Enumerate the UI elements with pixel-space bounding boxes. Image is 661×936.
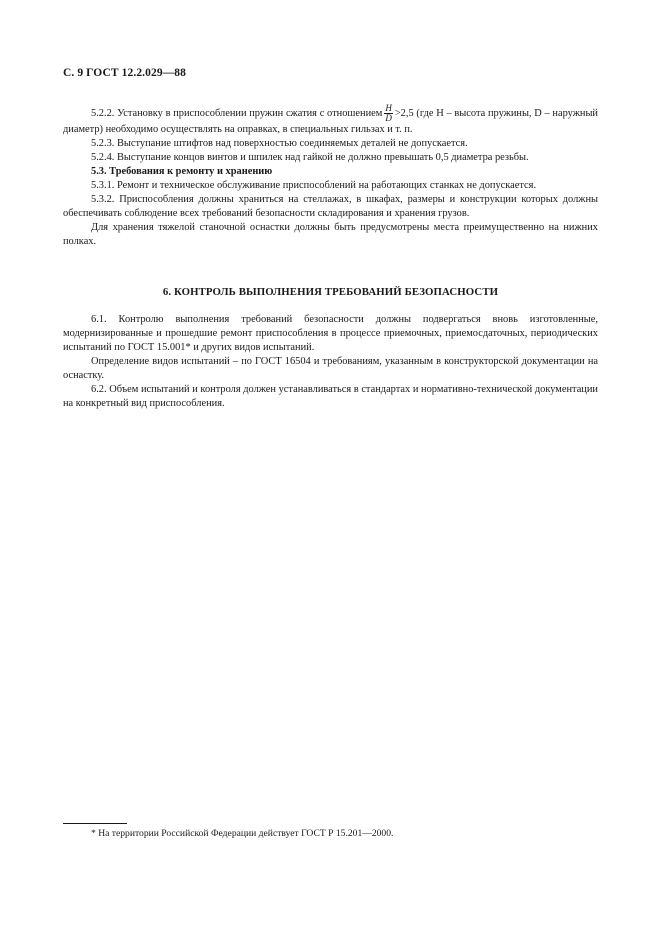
page-header: С. 9 ГОСТ 12.2.029—88 [63, 67, 186, 79]
section-5-text [63, 104, 598, 249]
paragraph-5-3-2-storage: Для хранения тяжелой станочной оснастки должны быть предусмотрены места преимущественно на нижних полках. [63, 222, 598, 247]
paragraph-5-3-1: 5.3.1. Ремонт и техническое обслуживание приспособлений на работающих станках не допускается. [91, 180, 537, 191]
footnote: * На территории Российской Федерации действует ГОСТ Р 15.201—2000. [91, 828, 394, 839]
ratio-fraction [384, 104, 393, 123]
paragraph-5-3-2: 5.3.2. Приспособления должны храниться на стеллажах, в шкафах, размеры и конструкции которых должны обеспечивать соблюдение всех требований безопасности складирования и хранения грузов. [63, 194, 598, 219]
paragraph-5-2-2-end: >2,5 (где H – высота пружины, D – наружный диаметр) необходимо осуществлять на оправках, в специальных гильзах и т. п. [63, 107, 598, 135]
paragraph-6-1: 6.1. Контролю выполнения требований безопасности должны подвергаться вновь изготовленные, модернизированные и прошедшие ремонт приспособления в процессе приемочных, приемосдаточных, периодических испытаний по ГОСТ 15.001* и других видов испытаний. [63, 314, 598, 353]
paragraph-6-2: 6.2. Объем испытаний и контроля должен устанавливаться в стандартах и нормативно-технической документации на конкретный вид приспособления. [63, 384, 598, 409]
section-6-text [63, 313, 598, 411]
heading-5-3: 5.3. Требования к ремонту и хранению [91, 166, 273, 177]
paragraph-5-2-3: 5.2.3. Выступание штифтов над поверхностью соединяемых деталей не допускается. [91, 138, 468, 149]
section-6-title: 6. КОНТРОЛЬ ВЫПОЛНЕНИЯ ТРЕБОВАНИЙ БЕЗОПАСНОСТИ [162, 286, 499, 298]
paragraph-5-2-4: 5.2.4. Выступание концов винтов и шпилек над гайкой не должно превышать 0,5 диаметра резьбы. [91, 152, 529, 163]
fraction-denominator: D [385, 113, 392, 123]
fraction-numerator: H [385, 103, 392, 113]
paragraph-6-1-test-types: Определение видов испытаний – по ГОСТ 16504 и требованиям, указанным в конструкторской документации на оснастку. [63, 356, 598, 381]
footnote-divider [63, 823, 127, 824]
paragraph-5-2-2 [63, 104, 598, 137]
paragraph-5-2-2-start: 5.2.2. Установку в приспособлении пружин сжатия с отношением [91, 107, 383, 119]
